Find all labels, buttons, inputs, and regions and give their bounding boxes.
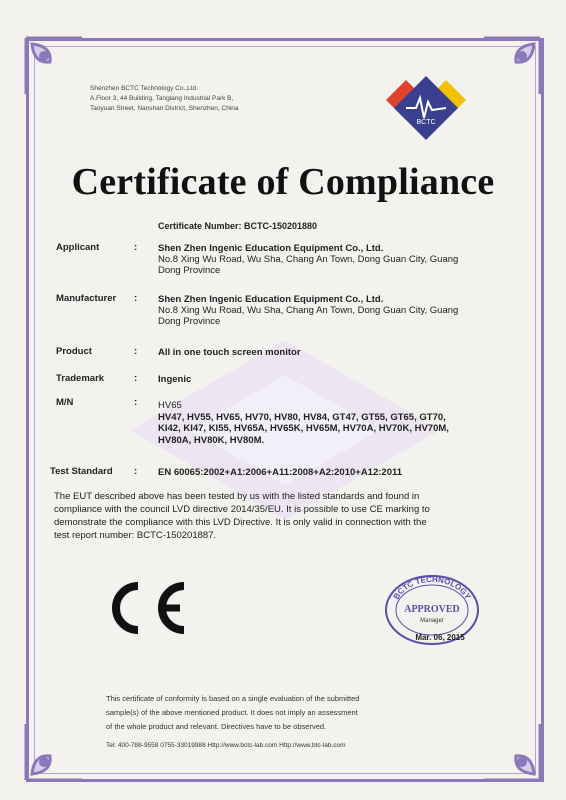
company-header bbox=[90, 84, 239, 114]
ce-mark-icon bbox=[100, 578, 190, 638]
product-colon: : bbox=[134, 346, 138, 357]
product-value: All in one touch screen monitor bbox=[158, 347, 301, 358]
manufacturer-address-line1: No.8 Xing Wu Road, Wu Sha, Chang An Town, Dong Guan City, Guang bbox=[158, 305, 459, 316]
applicant-name: Shen Zhen Ingenic Education Equipment Co., Ltd. bbox=[158, 243, 384, 254]
test-standard-colon: : bbox=[134, 466, 138, 477]
company-address-line2: Taoyuan Street, Nanshan District, Shenzhen, China bbox=[90, 105, 239, 112]
applicant-colon: : bbox=[134, 242, 138, 253]
company-address-line1: A.Floor 3, 44 Building, Tanglang Industrial Park B, bbox=[90, 95, 234, 102]
applicant-value bbox=[158, 243, 528, 276]
applicant-address-line1: No.8 Xing Wu Road, Wu Sha, Chang An Town, Dong Guan City, Guang bbox=[158, 254, 459, 265]
product-label: Product bbox=[56, 346, 92, 357]
svg-text:BCTC TECHNOLOGY bbox=[392, 575, 473, 602]
stamp-date-text: Mar. 06, 2015 bbox=[415, 633, 465, 642]
mn-line4: HV80A, HV80K, HV80M. bbox=[158, 434, 265, 446]
trademark-label: Trademark bbox=[56, 373, 105, 384]
corner-ornament-top-left bbox=[22, 34, 86, 98]
corner-ornament-top-right bbox=[480, 34, 544, 98]
eut-statement bbox=[54, 490, 524, 542]
manufacturer-value bbox=[158, 294, 528, 327]
mn-value bbox=[158, 400, 528, 446]
trademark-colon: : bbox=[134, 373, 138, 384]
manufacturer-name: Shen Zhen Ingenic Education Equipment Co., Ltd. bbox=[158, 294, 384, 305]
eut-line1: The EUT described above has been tested by us with the listed standards and found in bbox=[54, 491, 420, 502]
approval-stamp bbox=[380, 570, 490, 650]
applicant-label: Applicant bbox=[56, 242, 100, 253]
eut-line4: test report number: BCTC-150201887. bbox=[54, 530, 217, 541]
mn-line3: KI42, KI47, KI55, HV65A, HV65K, HV65M, HV70A, HV70K, HV70M, bbox=[158, 423, 449, 434]
stamp-ring-text: BCTC TECHNOLOGY bbox=[391, 574, 473, 601]
applicant-address-line2: Dong Province bbox=[158, 265, 221, 276]
corner-ornament-bottom-left bbox=[22, 720, 86, 784]
company-name: Shenzhen BCTC Technology Co.,Ltd. bbox=[90, 85, 198, 92]
mn-colon: : bbox=[134, 397, 138, 408]
mn-line1: HV65 bbox=[158, 400, 182, 411]
trademark-value: Ingenic bbox=[158, 374, 192, 385]
manufacturer-colon: : bbox=[134, 293, 138, 304]
footer-line2: sample(s) of the above mentioned product. It does not imply an assessment bbox=[106, 708, 358, 717]
logo-text: BCTC bbox=[416, 119, 436, 126]
corner-ornament-bottom-right bbox=[480, 720, 544, 784]
manufacturer-label: Manufacturer bbox=[56, 293, 117, 304]
stamp-manager-text: Manager bbox=[420, 618, 444, 624]
mn-label: M/N bbox=[56, 397, 74, 408]
certificate-title: Certificate of Compliance bbox=[71, 161, 495, 203]
manufacturer-address-line2: Dong Province bbox=[158, 316, 221, 327]
footer-disclaimer bbox=[106, 692, 359, 734]
mn-line2: HV47, HV55, HV65, HV70, HV80, HV84, GT47, GT55, GT65, GT70, bbox=[158, 411, 446, 423]
footer-line1: This certificate of conformity is based on a single evaluation of the submitted bbox=[106, 694, 360, 703]
test-standard-value: EN 60065:2002+A1:2006+A11:2008+A2:2010+A12:2011 bbox=[158, 467, 403, 478]
footer-contact: Tel: 400-788-9558 0755-33019988 Http://www.bctc-lab.com Http://www.btc-lab.com bbox=[106, 742, 346, 749]
stamp-approved-text: APPROVED bbox=[404, 604, 460, 615]
eut-line2: compliance with the council LVD directive 2014/35/EU. It is possible to use CE marking to bbox=[54, 504, 430, 515]
certificate-number: Certificate Number: BCTC-150201880 bbox=[158, 221, 318, 231]
test-standard-label: Test Standard bbox=[50, 466, 113, 477]
bctc-logo bbox=[376, 72, 476, 144]
eut-line3: demonstrate the compliance with this LVD Directive. It is only valid in connection with the bbox=[54, 517, 427, 528]
footer-line3: of the whole product and relevant. Directives have to be observed. bbox=[106, 722, 327, 731]
